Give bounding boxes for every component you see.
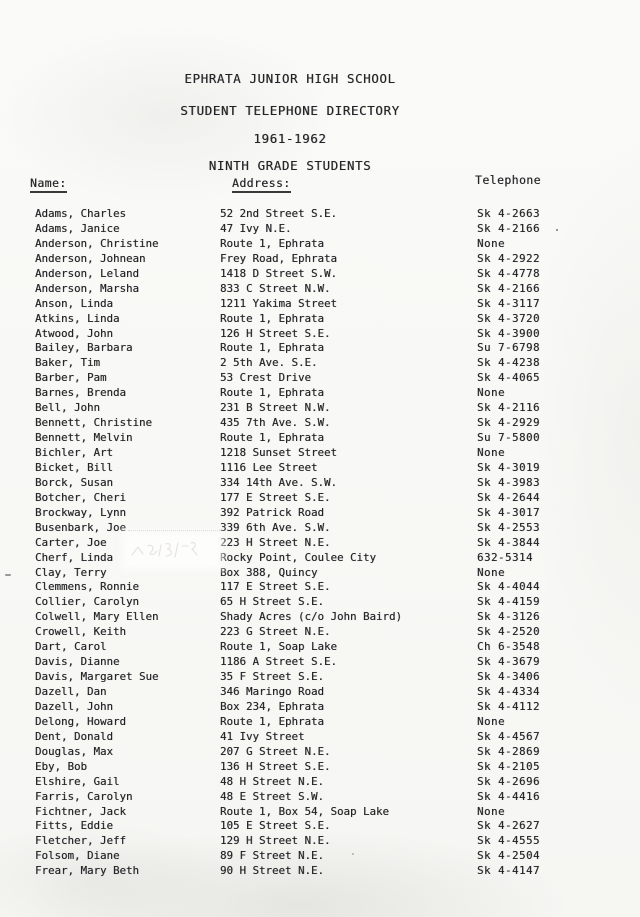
student-name: Dart, Carol — [35, 640, 107, 654]
student-address: 334 14th Ave. S.W. — [220, 475, 338, 489]
student-address: 48 E Street S.W. — [220, 789, 325, 803]
student-address: Route 1, Ephrata — [220, 431, 325, 445]
directory-row — [0, 685, 640, 700]
student-telephone: 632-5314 — [477, 550, 534, 564]
student-telephone: Sk 4-4065 — [477, 371, 541, 385]
student-address: Box 388, Quincy — [220, 565, 318, 579]
student-name: Baker, Tim — [35, 356, 101, 370]
student-address: 136 H Street S.E. — [220, 759, 331, 773]
scan-speck — [352, 853, 354, 855]
directory-row — [0, 849, 640, 864]
student-telephone: None — [477, 714, 506, 728]
directory-row — [0, 297, 640, 312]
student-telephone: Sk 4-4147 — [477, 864, 541, 878]
directory-row — [0, 864, 640, 879]
directory-row — [0, 416, 640, 431]
student-name: Borck, Susan — [35, 475, 114, 489]
student-name: Atkins, Linda — [35, 311, 120, 325]
student-name: Eby, Bob — [35, 759, 88, 773]
directory-row — [0, 745, 640, 760]
student-address: 126 H Street S.E. — [220, 326, 331, 340]
directory-row — [0, 819, 640, 834]
student-address: 90 H Street N.E. — [220, 864, 325, 878]
directory-row — [0, 312, 640, 327]
student-name: Frear, Mary Beth — [35, 864, 140, 878]
directory-rows — [0, 207, 640, 879]
student-telephone: Sk 4-2929 — [477, 416, 541, 430]
student-telephone: Sk 4-4112 — [477, 699, 541, 713]
directory-row — [0, 237, 640, 252]
student-name: Elshire, Gail — [35, 774, 120, 788]
student-name: Dazell, Dan — [35, 685, 107, 698]
directory-row — [0, 775, 640, 790]
student-address: 129 H Street N.E. — [220, 834, 331, 848]
student-telephone: Sk 4-4238 — [477, 356, 541, 370]
student-address: 1186 A Street S.E. — [220, 655, 338, 669]
directory-row — [0, 566, 640, 581]
student-telephone: Sk 4-3017 — [477, 505, 541, 519]
student-telephone: None — [477, 446, 506, 459]
directory-row — [0, 207, 640, 222]
student-address: Shady Acres (c/o John Baird) — [220, 610, 403, 624]
student-address: 833 C Street N.W. — [220, 281, 331, 295]
student-name: Bichler, Art — [35, 446, 114, 459]
student-address: 89 F Street N.E. — [220, 849, 325, 863]
student-address: Route 1, Ephrata — [220, 386, 325, 400]
student-name: Bennett, Melvin — [35, 431, 133, 445]
student-telephone: Sk 4-3900 — [477, 326, 541, 340]
student-name: Busenbark, Joe — [35, 520, 127, 534]
student-name: Clemmens, Ronnie — [35, 580, 140, 594]
student-telephone: Sk 4-4555 — [477, 834, 541, 848]
student-name: Folsom, Diane — [35, 849, 120, 863]
student-name: Fitts, Eddie — [35, 819, 114, 833]
student-telephone: Sk 4-2644 — [477, 490, 541, 504]
directory-row — [0, 625, 640, 640]
student-address: 65 H Street S.E. — [220, 595, 325, 609]
student-name: Adams, Charles — [35, 207, 127, 220]
student-name: Bailey, Barbara — [35, 341, 133, 355]
student-address: 392 Patrick Road — [220, 505, 325, 519]
student-name: Anderson, Leland — [35, 266, 140, 280]
student-telephone: Sk 4-3406 — [477, 670, 541, 684]
directory-row — [0, 491, 640, 506]
student-telephone: Sk 4-3679 — [477, 655, 541, 669]
directory-row — [0, 521, 640, 536]
column-header-name: Name: — [30, 176, 67, 193]
student-address: 207 G Street N.E. — [220, 744, 331, 758]
faint-handwriting — [128, 537, 214, 564]
student-address: 1211 Yakima Street — [220, 296, 338, 310]
directory-row — [0, 580, 640, 595]
directory-row — [0, 401, 640, 416]
student-telephone: None — [477, 565, 506, 579]
column-header-telephone: Telephone — [475, 173, 541, 187]
student-address: Route 1, Ephrata — [220, 714, 325, 728]
directory-row — [0, 670, 640, 685]
student-address: 53 Crest Drive — [220, 371, 312, 385]
student-name: Atwood, John — [35, 326, 114, 340]
directory-row — [0, 476, 640, 491]
student-telephone: Sk 4-2869 — [477, 744, 541, 758]
student-address: 35 F Street S.E. — [220, 670, 325, 684]
directory-row — [0, 446, 640, 461]
directory-row — [0, 610, 640, 625]
student-address: 223 H Street N.E. — [220, 535, 331, 549]
student-address: Frey Road, Ephrata — [220, 251, 338, 265]
student-address: 52 2nd Street S.E. — [220, 207, 338, 220]
student-telephone: Su 7-6798 — [477, 341, 541, 355]
directory-row — [0, 805, 640, 820]
student-name: Barber, Pam — [35, 371, 107, 385]
student-address: 1116 Lee Street — [220, 460, 318, 474]
student-address: Box 234, Ephrata — [220, 699, 325, 713]
student-telephone: Sk 4-2520 — [477, 625, 541, 639]
student-address: Route 1, Box 54, Soap Lake — [220, 804, 390, 818]
student-address: 47 Ivy N.E. — [220, 221, 292, 235]
student-address: 177 E Street S.E. — [220, 490, 331, 504]
directory-row — [0, 267, 640, 282]
directory-row — [0, 834, 640, 849]
student-name: Anderson, Marsha — [35, 281, 140, 295]
directory-row — [0, 341, 640, 356]
student-address: 346 Maringo Road — [220, 685, 325, 698]
student-address: 1418 D Street S.W. — [220, 266, 338, 280]
student-name: Clay, Terry — [35, 565, 107, 579]
student-address: Route 1, Ephrata — [220, 341, 325, 355]
student-name: Anderson, Christine — [35, 236, 159, 250]
school-year: 1961-1962 — [253, 131, 327, 146]
directory-row — [0, 700, 640, 715]
student-name: Dazell, John — [35, 699, 114, 713]
student-address: 48 H Street N.E. — [220, 774, 325, 788]
student-telephone: Sk 4-4334 — [477, 685, 541, 698]
student-telephone: Sk 4-4567 — [477, 729, 541, 743]
scan-speck — [5, 574, 11, 576]
directory-row — [0, 536, 640, 551]
student-name: Brockway, Lynn — [35, 505, 127, 519]
student-telephone: Sk 4-4416 — [477, 789, 541, 803]
student-name: Davis, Margaret Sue — [35, 670, 159, 684]
student-address: Route 1, Ephrata — [220, 236, 325, 250]
student-name: Dent, Donald — [35, 729, 114, 743]
student-name: Adams, Janice — [35, 221, 120, 235]
student-telephone: Sk 4-2116 — [477, 401, 541, 415]
student-name: Bennett, Christine — [35, 416, 153, 430]
student-name: Anson, Linda — [35, 296, 114, 310]
student-telephone: Sk 4-3983 — [477, 475, 541, 489]
directory-row — [0, 506, 640, 521]
student-address: 2 5th Ave. S.E. — [220, 356, 318, 370]
student-telephone: Sk 4-4159 — [477, 595, 541, 609]
student-name: Barnes, Brenda — [35, 386, 127, 400]
student-name: Bell, John — [35, 401, 101, 415]
student-address: 339 6th Ave. S.W. — [220, 520, 331, 534]
student-name: Anderson, Johnean — [35, 251, 146, 265]
document-title: STUDENT TELEPHONE DIRECTORY — [180, 103, 400, 118]
directory-row — [0, 655, 640, 670]
student-name: Bicket, Bill — [35, 460, 114, 474]
student-name: Colwell, Mary Ellen — [35, 610, 159, 624]
student-telephone: Sk 4-3019 — [477, 460, 541, 474]
student-name: Botcher, Cheri — [35, 490, 127, 504]
student-telephone: Sk 4-3126 — [477, 610, 541, 624]
directory-row — [0, 551, 640, 566]
student-telephone: Sk 4-3720 — [477, 311, 541, 325]
directory-row — [0, 595, 640, 610]
student-address: 105 E Street S.E. — [220, 819, 331, 833]
student-name: Collier, Carolyn — [35, 595, 140, 609]
student-name: Delong, Howard — [35, 714, 127, 728]
student-name: Farris, Carolyn — [35, 789, 133, 803]
section-heading: NINTH GRADE STUDENTS — [208, 158, 372, 173]
student-address: 435 7th Ave. S.W. — [220, 416, 331, 430]
column-header-address: Address: — [232, 176, 291, 193]
student-address: 1218 Sunset Street — [220, 446, 338, 459]
student-name: Cherf, Linda — [35, 550, 114, 564]
student-telephone: Sk 4-4778 — [477, 266, 541, 280]
student-name: Fletcher, Jeff — [35, 834, 127, 848]
student-address: 41 Ivy Street — [220, 729, 305, 743]
student-telephone: Sk 4-2627 — [477, 819, 541, 833]
student-telephone: Sk 4-3844 — [477, 535, 541, 549]
student-address: Route 1, Soap Lake — [220, 640, 338, 654]
directory-row — [0, 640, 640, 655]
student-name: Douglas, Max — [35, 744, 114, 758]
scan-artifact-whiteout-patch — [126, 535, 218, 566]
student-address: 231 B Street N.W. — [220, 401, 331, 415]
directory-row — [0, 282, 640, 297]
student-telephone: Sk 4-2922 — [477, 251, 541, 265]
directory-row — [0, 790, 640, 805]
student-telephone: Sk 4-2663 — [477, 207, 541, 220]
directory-row — [0, 431, 640, 446]
student-telephone: Sk 4-2166 — [477, 281, 541, 295]
scan-artifact-dotted-line — [128, 530, 222, 531]
student-address: 223 G Street N.E. — [220, 625, 331, 639]
student-telephone: Su 7-5800 — [477, 431, 541, 445]
directory-row — [0, 252, 640, 267]
student-name: Carter, Joe — [35, 535, 107, 549]
student-address: 117 E Street S.E. — [220, 580, 331, 594]
school-name: EPHRATA JUNIOR HIGH SCHOOL — [184, 71, 396, 86]
directory-row — [0, 356, 640, 371]
scan-speck — [556, 229, 558, 231]
student-telephone: Sk 4-4044 — [477, 580, 541, 594]
student-address: Rocky Point, Coulee City — [220, 550, 377, 564]
student-telephone: None — [477, 236, 506, 250]
student-address: Route 1, Ephrata — [220, 311, 325, 325]
student-telephone: Sk 4-2553 — [477, 520, 541, 534]
student-name: Crowell, Keith — [35, 625, 127, 639]
directory-row — [0, 371, 640, 386]
directory-row — [0, 715, 640, 730]
student-telephone: None — [477, 804, 506, 818]
directory-row — [0, 386, 640, 401]
student-telephone: None — [477, 386, 506, 400]
student-telephone: Sk 4-2504 — [477, 849, 541, 863]
student-name: Fichtner, Jack — [35, 804, 127, 818]
directory-row — [0, 222, 640, 237]
student-telephone: Sk 4-2105 — [477, 759, 541, 773]
directory-row — [0, 327, 640, 342]
student-name: Davis, Dianne — [35, 655, 120, 669]
student-telephone: Ch 6-3548 — [477, 640, 541, 654]
directory-row — [0, 760, 640, 775]
directory-row — [0, 461, 640, 476]
directory-row — [0, 730, 640, 745]
student-telephone: Sk 4-2696 — [477, 774, 541, 788]
student-telephone: Sk 4-2166 — [477, 221, 541, 235]
student-telephone: Sk 4-3117 — [477, 296, 541, 310]
